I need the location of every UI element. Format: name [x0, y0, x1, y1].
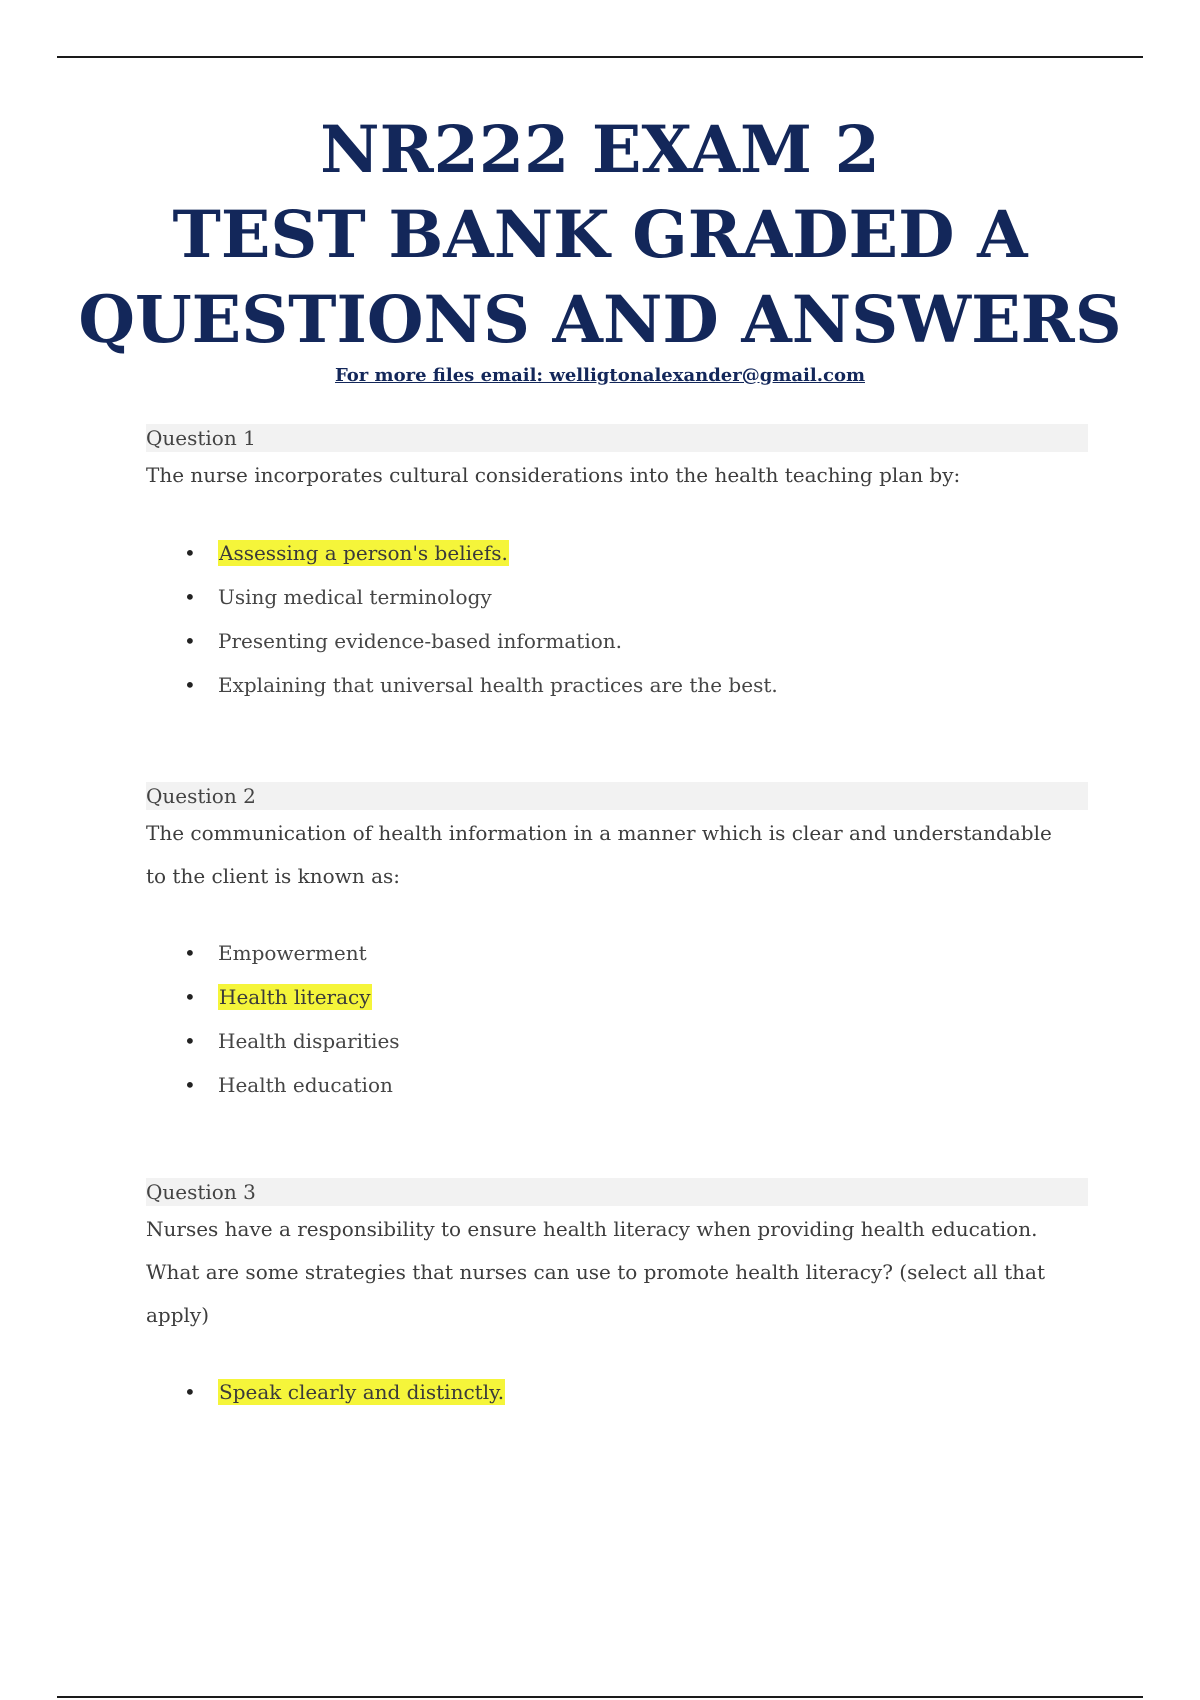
question-2: [146, 782, 1088, 1107]
question-text-line: Nurses have a responsibility to ensure health literacy when providing health education.: [146, 1217, 1038, 1241]
top-rule: [57, 56, 1143, 58]
bullet-icon: •: [184, 1029, 196, 1053]
question-header: Question 2: [146, 782, 1088, 810]
title-line-3: QUESTIONS AND ANSWERS: [78, 282, 1122, 358]
answer-option[interactable]: [146, 663, 1088, 707]
answer-option[interactable]: [146, 575, 1088, 619]
email-link[interactable]: For more files email: welligtonalexander@gmail.com: [335, 365, 865, 386]
answer-label: Presenting evidence-based information.: [218, 629, 623, 653]
answer-option[interactable]: [146, 975, 1088, 1019]
bullet-icon: •: [184, 1073, 196, 1097]
answer-option[interactable]: [146, 531, 1088, 575]
bullet-icon: •: [184, 1380, 196, 1404]
answer-label-highlighted: Assessing a person's beliefs.: [219, 541, 508, 565]
answer-list: [146, 531, 1088, 707]
bottom-rule: [57, 1696, 1143, 1698]
question-text-line: apply): [146, 1303, 210, 1327]
question-1: [146, 424, 1088, 707]
title-block: [0, 108, 1200, 386]
question-3: [146, 1178, 1088, 1414]
question-text-line: What are some strategies that nurses can use to promote health literacy? (select all that: [146, 1260, 1045, 1284]
title-line-2: TEST BANK GRADED A: [172, 197, 1028, 273]
bullet-icon: •: [184, 985, 196, 1009]
bullet-icon: •: [184, 541, 196, 565]
answer-label: Health education: [218, 1073, 393, 1097]
answer-label: Health disparities: [218, 1029, 400, 1053]
question-text-line: The communication of health information in a manner which is clear and understandable: [146, 821, 1052, 845]
bullet-icon: •: [184, 941, 196, 965]
answer-option[interactable]: [146, 1063, 1088, 1107]
answer-option[interactable]: [146, 931, 1088, 975]
question-text-line: The nurse incorporates cultural considerations into the health teaching plan by:: [146, 463, 961, 487]
bullet-icon: •: [184, 673, 196, 697]
answer-label-highlighted: Health literacy: [219, 985, 371, 1009]
answer-label: Empowerment: [218, 941, 367, 965]
question-text: [146, 812, 1088, 898]
answer-list: [146, 931, 1088, 1107]
question-header: Question 1: [146, 424, 1088, 452]
question-header: Question 3: [146, 1178, 1088, 1206]
answer-list: [146, 1370, 1088, 1414]
answer-label: Explaining that universal health practices are the best.: [218, 673, 778, 697]
answer-option[interactable]: [146, 1019, 1088, 1063]
answer-label: Using medical terminology: [218, 585, 492, 609]
answer-option[interactable]: [146, 619, 1088, 663]
question-text: [146, 1208, 1088, 1337]
bullet-icon: •: [184, 629, 196, 653]
title-line-1: NR222 EXAM 2: [320, 112, 880, 188]
answer-label-highlighted: Speak clearly and distinctly.: [219, 1380, 505, 1404]
answer-option[interactable]: [146, 1370, 1088, 1414]
question-text-line: to the client is known as:: [146, 864, 400, 888]
question-text: [146, 454, 1088, 497]
bullet-icon: •: [184, 585, 196, 609]
